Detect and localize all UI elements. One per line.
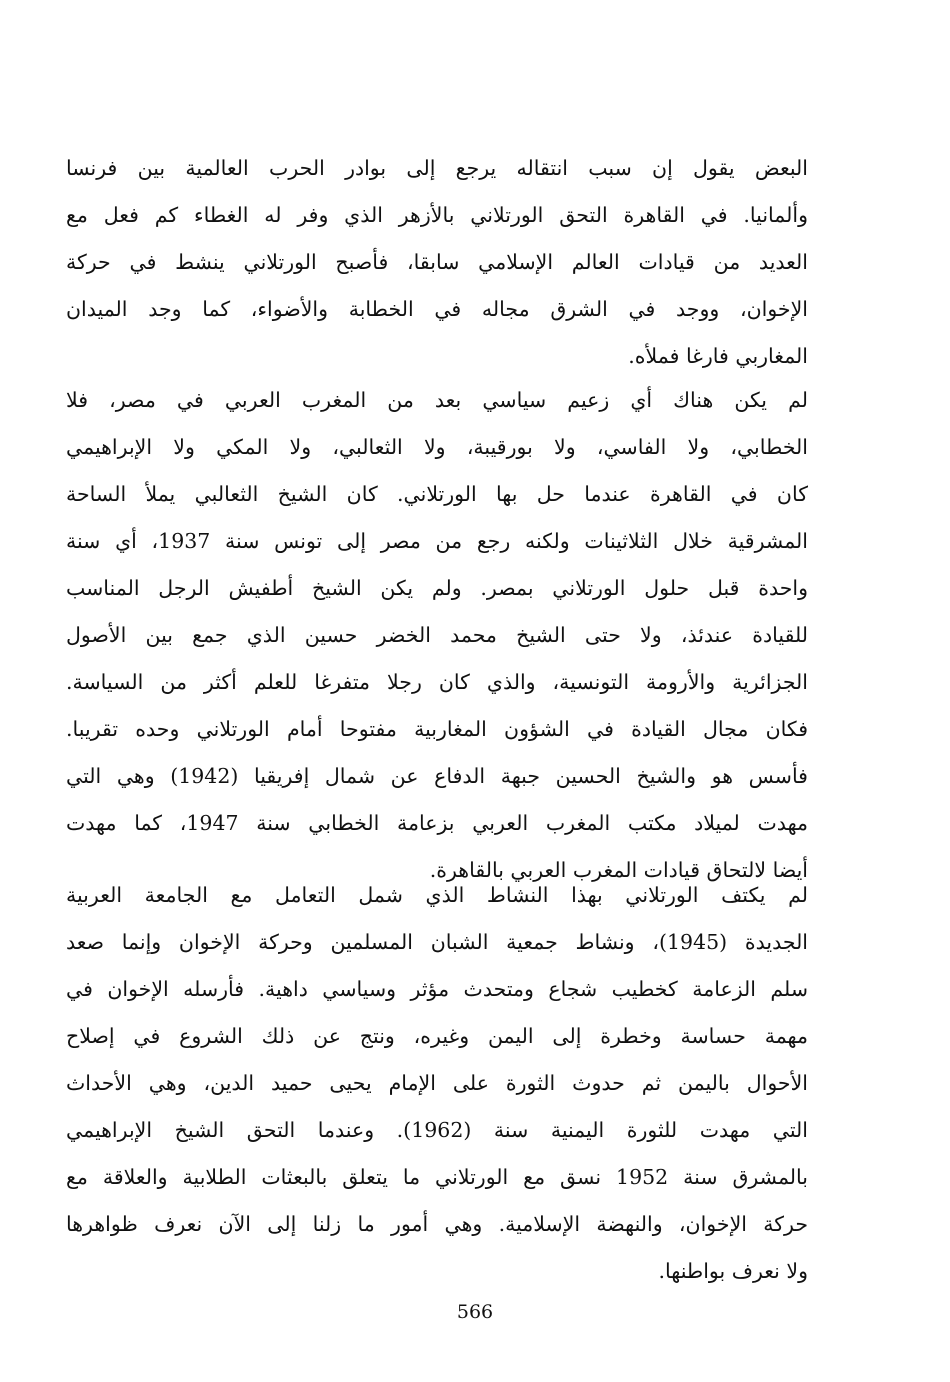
text-line: بالمشرق سنة 1952 نسق مع الورتلاني ما يتعلق بالبعثات الطلابية والعلاقة مع [66, 1165, 808, 1189]
text-line: فأسس هو والشيخ الحسين جبهة الدفاع عن شمال إفريقيا (1942) وهي التي [66, 764, 808, 788]
text-line: للقيادة عندئذ، ولا حتى الشيخ محمد الخضر حسين الذي جمع بين الأصول [66, 623, 808, 647]
text-line: سلم الزعامة كخطيب شجاع ومتحدث مؤثر وسياسي داهية. فأرسله الإخوان في [66, 977, 808, 1001]
text-line: الخطابي، ولا الفاسي، ولا بورقيبة، ولا الثعالبي، ولا المكي ولا الإبراهيمي [66, 435, 808, 459]
text-line: العديد من قيادات العالم الإسلامي سابقا، فأصبح الورتلاني ينشط في حركة [66, 250, 808, 274]
text-line: مهمة حساسة وخطرة إلى اليمن وغيره، ونتج عن ذلك الشروع في إصلاح [66, 1024, 808, 1048]
text-line: وألمانيا. في القاهرة التحق الورتلاني بالأزهر الذي وفر له الغطاء كم فعل مع [66, 203, 808, 227]
text-line: المغاربي فارغا فملأه. [628, 344, 808, 368]
text-line: البعض يقول إن سبب انتقاله يرجع إلى بوادر الحرب العالمية بين فرنسا [66, 156, 808, 180]
text-line: التي مهدت للثورة اليمنية سنة (1962). وعندما التحق الشيخ الإبراهيمي [66, 1118, 808, 1142]
text-line: الجديدة (1945)، ونشاط جمعية الشبان المسلمين وحركة الإخوان وإنما صعد [66, 930, 809, 954]
page-number: 566 [456, 1301, 494, 1323]
text-line: حركة الإخوان، والنهضة الإسلامية. وهي أمور ما زلنا إلى الآن نعرف ظواهرها [66, 1212, 808, 1236]
paragraph-1 [66, 145, 808, 380]
text-line: أيضا لالتحاق قيادات المغرب العربي بالقاهرة. [429, 858, 808, 882]
paragraph-3 [66, 872, 808, 1295]
text-line: المشرقية خلال الثلاثينات ولكنه رجع من مصر إلى تونس سنة 1937، أي سنة [66, 529, 808, 553]
text-line: كان في القاهرة عندما حل بها الورتلاني. كان الشيخ الثعالبي يملأ الساحة [66, 482, 808, 506]
text-line: الجزائرية والأرومة التونسية، والذي كان رجلا متفرغا للعلم أكثر من السياسة. [66, 670, 808, 694]
text-line: لم يكن هناك أي زعيم سياسي بعد من المغرب العربي في مصر، فلا [66, 388, 808, 412]
text-line: فكان مجال القيادة في الشؤون المغاربية مفتوحا أمام الورتلاني وحده تقريبا. [66, 717, 808, 741]
text-line: مهدت لميلاد مكتب المغرب العربي بزعامة الخطابي سنة 1947، كما مهدت [66, 811, 808, 835]
text-line: واحدة قبل حلول الورتلاني بمصر. ولم يكن الشيخ أطفيش الرجل المناسب [66, 576, 808, 600]
paragraph-2 [66, 377, 808, 894]
text-line: ولا نعرف بواطنها. [658, 1259, 808, 1283]
text-line: الإخوان، ووجد في الشرق مجاله في الخطابة والأضواء، كما وجد الميدان [66, 297, 808, 321]
text-line: الأحوال باليمن ثم حدوث الثورة على الإمام يحيى حميد الدين، وهي الأحداث [66, 1071, 808, 1095]
text-line: لم يكتف الورتلاني بهذا النشاط الذي شمل التعامل مع الجامعة العربية [66, 883, 808, 907]
